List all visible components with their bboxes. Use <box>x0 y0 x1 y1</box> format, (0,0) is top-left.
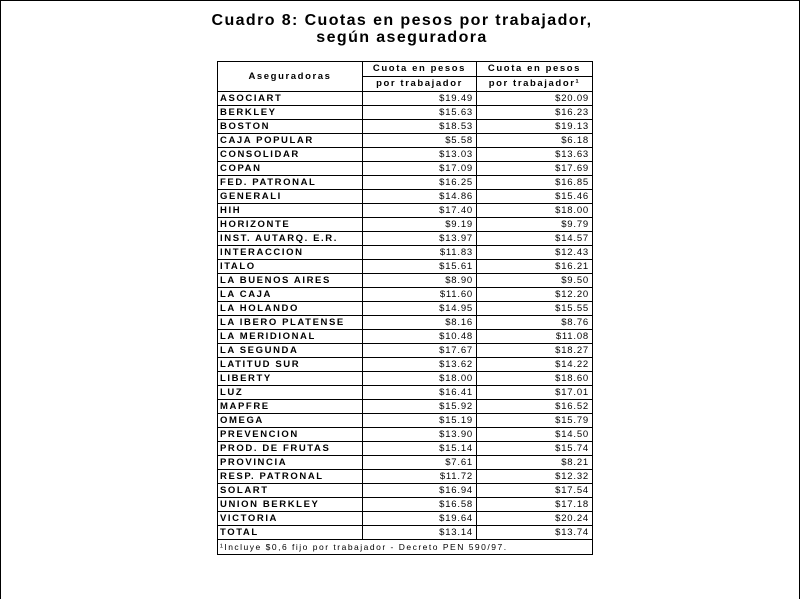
cuota-incl-fijo-cell: $6.18 <box>477 134 593 148</box>
cuota-incl-fijo-cell: $17.69 <box>477 162 593 176</box>
insurer-name-cell: BOSTON <box>218 120 363 134</box>
cuota-cell: $13.97 <box>363 232 477 246</box>
insurer-name-cell: ASOCIART <box>218 92 363 106</box>
table-row <box>218 246 593 260</box>
header-cuota-2-line-1: Cuota en pesos <box>477 62 593 77</box>
table-row <box>218 400 593 414</box>
cuota-cell: $11.83 <box>363 246 477 260</box>
cuota-cell: $17.67 <box>363 344 477 358</box>
table-row <box>218 498 593 512</box>
table-row <box>218 414 593 428</box>
insurer-name-cell: LA CAJA <box>218 288 363 302</box>
cuota-cell: $13.62 <box>363 358 477 372</box>
insurer-name-cell: LIBERTY <box>218 372 363 386</box>
insurer-name-cell: LUZ <box>218 386 363 400</box>
cuota-cell: $10.48 <box>363 330 477 344</box>
cuota-incl-fijo-cell: $16.52 <box>477 400 593 414</box>
cuota-incl-fijo-cell: $16.85 <box>477 176 593 190</box>
cuota-cell: $17.40 <box>363 204 477 218</box>
table-row <box>218 260 593 274</box>
cuota-incl-fijo-cell: $13.63 <box>477 148 593 162</box>
cuota-cell: $13.90 <box>363 428 477 442</box>
insurer-name-cell: UNION BERKLEY <box>218 498 363 512</box>
cuota-incl-fijo-cell: $15.55 <box>477 302 593 316</box>
insurer-name-cell: HIH <box>218 204 363 218</box>
cuota-incl-fijo-cell: $18.27 <box>477 344 593 358</box>
insurer-name-cell: PREVENCION <box>218 428 363 442</box>
insurer-name-cell: LATITUD SUR <box>218 358 363 372</box>
insurer-name-cell: RESP. PATRONAL <box>218 470 363 484</box>
table-row <box>218 302 593 316</box>
cuota-incl-fijo-cell: $17.18 <box>477 498 593 512</box>
table-row <box>218 526 593 540</box>
cuota-incl-fijo-cell: $16.23 <box>477 106 593 120</box>
cuota-cell: $13.14 <box>363 526 477 540</box>
cuota-incl-fijo-cell: $8.76 <box>477 316 593 330</box>
cuota-incl-fijo-cell: $18.00 <box>477 204 593 218</box>
insurer-name-cell: COPAN <box>218 162 363 176</box>
insurer-name-cell: OMEGA <box>218 414 363 428</box>
header-aseguradoras: Aseguradoras <box>218 62 363 92</box>
insurer-name-cell: SOLART <box>218 484 363 498</box>
table-row <box>218 274 593 288</box>
cuota-incl-fijo-cell: $19.13 <box>477 120 593 134</box>
table-row <box>218 316 593 330</box>
table-row <box>218 512 593 526</box>
insurer-name-cell: LA HOLANDO <box>218 302 363 316</box>
table-row <box>218 134 593 148</box>
table-row <box>218 120 593 134</box>
cuota-incl-fijo-cell: $14.50 <box>477 428 593 442</box>
cuota-incl-fijo-cell: $17.54 <box>477 484 593 498</box>
cuota-cell: $5.58 <box>363 134 477 148</box>
cuota-incl-fijo-cell: $17.01 <box>477 386 593 400</box>
cuota-cell: $15.92 <box>363 400 477 414</box>
cuota-incl-fijo-cell: $20.24 <box>477 512 593 526</box>
cuota-incl-fijo-cell: $18.60 <box>477 372 593 386</box>
insurer-name-cell: CONSOLIDAR <box>218 148 363 162</box>
cuota-cell: $7.61 <box>363 456 477 470</box>
cuota-cell: $16.41 <box>363 386 477 400</box>
cuota-incl-fijo-cell: $13.74 <box>477 526 593 540</box>
cuota-cell: $11.60 <box>363 288 477 302</box>
table-row <box>218 232 593 246</box>
cuota-incl-fijo-cell: $12.32 <box>477 470 593 484</box>
cuota-cell: $15.61 <box>363 260 477 274</box>
insurer-name-cell: INST. AUTARQ. E.R. <box>218 232 363 246</box>
table-row <box>218 162 593 176</box>
cuota-cell: $14.86 <box>363 190 477 204</box>
cuota-incl-fijo-cell: $8.21 <box>477 456 593 470</box>
cuota-cell: $16.25 <box>363 176 477 190</box>
cuota-incl-fijo-cell: $9.50 <box>477 274 593 288</box>
cuota-cell: $9.19 <box>363 218 477 232</box>
cuota-incl-fijo-cell: $15.79 <box>477 414 593 428</box>
table-row <box>218 92 593 106</box>
insurer-name-cell: PROVINCIA <box>218 456 363 470</box>
table-row <box>218 428 593 442</box>
title-line-2: según aseguradora <box>316 29 488 46</box>
table-row <box>218 106 593 120</box>
cuota-cell: $15.19 <box>363 414 477 428</box>
cuota-incl-fijo-cell: $9.79 <box>477 218 593 232</box>
footnote: ¹Incluye $0,6 fijo por trabajador - Decreto PEN 590/97. <box>218 540 593 555</box>
insurer-name-cell: INTERACCION <box>218 246 363 260</box>
insurer-name-cell: CAJA POPULAR <box>218 134 363 148</box>
cuota-cell: $18.00 <box>363 372 477 386</box>
cuota-cell: $18.53 <box>363 120 477 134</box>
cuota-incl-fijo-cell: $14.57 <box>477 232 593 246</box>
cuota-cell: $19.64 <box>363 512 477 526</box>
header-cuota-1-line-2: por trabajador <box>363 77 477 92</box>
cuota-incl-fijo-cell: $14.22 <box>477 358 593 372</box>
table-row <box>218 330 593 344</box>
cuota-cell: $8.16 <box>363 316 477 330</box>
cuota-incl-fijo-cell: $20.09 <box>477 92 593 106</box>
cuota-incl-fijo-cell: $12.43 <box>477 246 593 260</box>
table-row <box>218 470 593 484</box>
insurer-name-cell: LA SEGUNDA <box>218 344 363 358</box>
insurer-name-cell: FED. PATRONAL <box>218 176 363 190</box>
cuota-cell: $19.49 <box>363 92 477 106</box>
cuota-cell: $17.09 <box>363 162 477 176</box>
cuota-cell: $16.94 <box>363 484 477 498</box>
cuota-cell: $16.58 <box>363 498 477 512</box>
insurer-name-cell: VICTORIA <box>218 512 363 526</box>
insurer-name-cell: TOTAL <box>218 526 363 540</box>
title-line-1: Cuadro 8: Cuotas en pesos por trabajador, <box>211 12 593 29</box>
cuota-cell: $11.72 <box>363 470 477 484</box>
table-row <box>218 372 593 386</box>
table-row <box>218 484 593 498</box>
table-row <box>218 456 593 470</box>
quota-table <box>217 61 593 555</box>
insurer-name-cell: LA BUENOS AIRES <box>218 274 363 288</box>
insurer-name-cell: BERKLEY <box>218 106 363 120</box>
cuota-cell: $15.63 <box>363 106 477 120</box>
page-title <box>0 12 800 46</box>
insurer-name-cell: MAPFRE <box>218 400 363 414</box>
table-row <box>218 344 593 358</box>
cuota-cell: $14.95 <box>363 302 477 316</box>
table-row <box>218 190 593 204</box>
insurer-name-cell: LA MERIDIONAL <box>218 330 363 344</box>
insurer-name-cell: HORIZONTE <box>218 218 363 232</box>
insurer-name-cell: ITALO <box>218 260 363 274</box>
cuota-incl-fijo-cell: $11.08 <box>477 330 593 344</box>
header-cuota-1-line-1: Cuota en pesos <box>363 62 477 77</box>
table-row <box>218 218 593 232</box>
cuota-cell: $8.90 <box>363 274 477 288</box>
table-row <box>218 442 593 456</box>
insurer-name-cell: LA IBERO PLATENSE <box>218 316 363 330</box>
table-row <box>218 386 593 400</box>
table-row <box>218 148 593 162</box>
table-row <box>218 288 593 302</box>
cuota-cell: $15.14 <box>363 442 477 456</box>
cuota-incl-fijo-cell: $16.21 <box>477 260 593 274</box>
table-row <box>218 176 593 190</box>
cuota-cell: $13.03 <box>363 148 477 162</box>
table-row <box>218 358 593 372</box>
insurer-name-cell: PROD. DE FRUTAS <box>218 442 363 456</box>
cuota-incl-fijo-cell: $12.20 <box>477 288 593 302</box>
cuota-incl-fijo-cell: $15.74 <box>477 442 593 456</box>
header-cuota-2-line-2: por trabajador¹ <box>477 77 593 92</box>
insurer-name-cell: GENERALI <box>218 190 363 204</box>
cuota-incl-fijo-cell: $15.46 <box>477 190 593 204</box>
table-row <box>218 204 593 218</box>
